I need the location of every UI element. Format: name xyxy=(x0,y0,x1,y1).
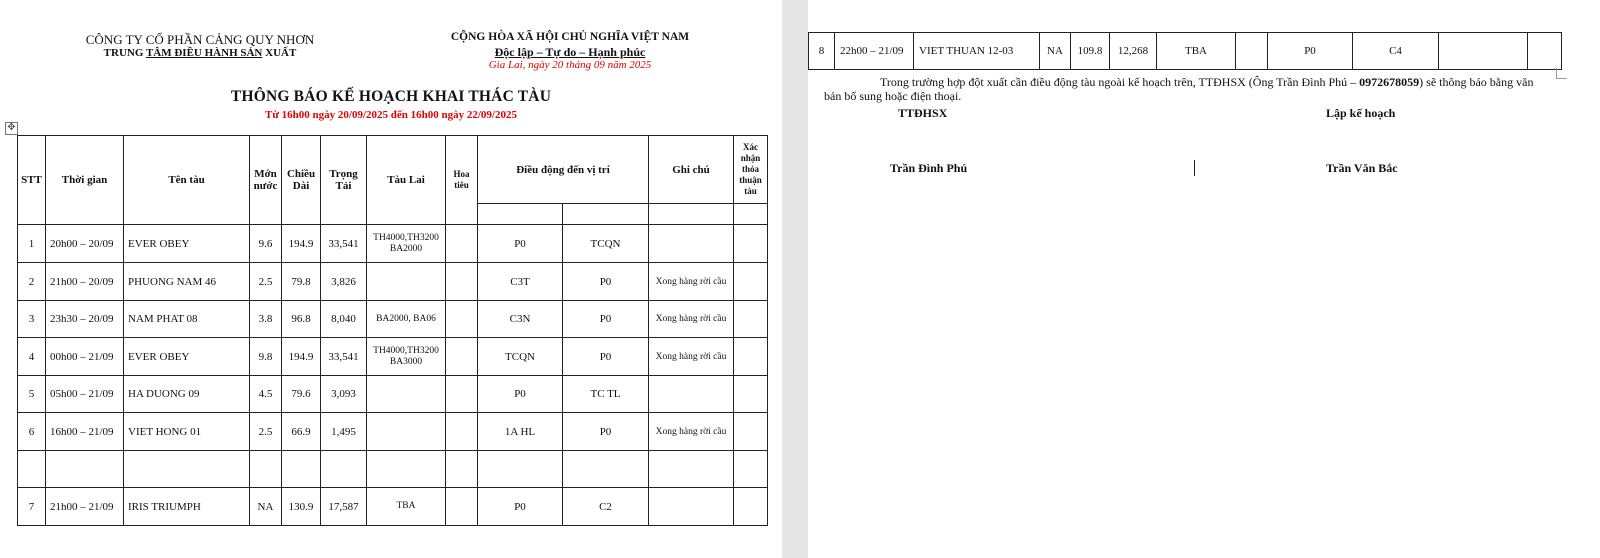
col-header-tonnage: Trọng Tải xyxy=(321,136,367,225)
cell-tonnage xyxy=(321,451,367,488)
cell-tonnage: 8,040 xyxy=(321,301,367,338)
cell-confirm xyxy=(734,301,768,338)
cell-length: 96.8 xyxy=(282,301,321,338)
table-row xyxy=(18,301,768,338)
cell-from: TCQN xyxy=(478,338,563,376)
cell-stt: 8 xyxy=(809,33,835,70)
table-row xyxy=(18,376,768,413)
cell-draft: 2.5 xyxy=(250,413,282,451)
cell-stt xyxy=(18,451,46,488)
company-name: CÔNG TY CỔ PHẦN CẢNG QUY NHƠN xyxy=(85,32,315,47)
cell-note xyxy=(649,451,734,488)
cell-to: C4 xyxy=(1353,33,1439,70)
cell-time: 00h00 – 21/09 xyxy=(46,338,124,376)
cell-stt: 7 xyxy=(18,488,46,526)
cell-note: Xong hàng rời cầu xyxy=(649,301,734,338)
cell-note: Xong hàng rời cầu xyxy=(649,263,734,301)
page-corner-mark xyxy=(1556,68,1567,79)
cell-note: Xong hàng rời cầu xyxy=(649,413,734,451)
cell-tug xyxy=(367,451,446,488)
cell-tonnage: 3,093 xyxy=(321,376,367,413)
table-row xyxy=(18,225,768,263)
cell-from: P0 xyxy=(478,376,563,413)
cell-to: TCQN xyxy=(563,225,649,263)
cell-confirm xyxy=(734,451,768,488)
signature-left-title: TTĐHSX xyxy=(898,106,948,120)
cell-to: P0 xyxy=(563,301,649,338)
cell-draft xyxy=(250,451,282,488)
cell-time: 20h00 – 20/09 xyxy=(46,225,124,263)
cell-to: P0 xyxy=(563,338,649,376)
contact-paragraph-pre: Trong trường hợp đột xuất cần điều động tàu ngoài kế hoạch trên, TTĐHSX (Ông Trần Đình Phú – xyxy=(880,75,1360,89)
col-header-draft: Mớn nước xyxy=(250,136,282,225)
cell-confirm xyxy=(734,413,768,451)
cell-pilot xyxy=(446,413,478,451)
cell-pilot xyxy=(1236,33,1268,70)
document-title: THÔNG BÁO KẾ HOẠCH KHAI THÁC TÀU xyxy=(230,88,552,105)
cell-draft: 3.8 xyxy=(250,301,282,338)
department-name-underlined: TÂM ĐIỀU HÀNH SẢN xyxy=(145,47,263,59)
col-header-time: Thời gian xyxy=(46,136,124,225)
col-header-pilot: Hoa tiêu xyxy=(446,136,478,225)
cell-draft: 9.6 xyxy=(250,225,282,263)
signature-right-name: Trần Văn Bắc xyxy=(1326,161,1398,175)
cell-length: 79.8 xyxy=(282,263,321,301)
cell-confirm xyxy=(734,376,768,413)
table-header-row xyxy=(18,136,768,204)
cell-pilot xyxy=(446,488,478,526)
cell-ship: IRIS TRIUMPH xyxy=(124,488,250,526)
cell-confirm xyxy=(734,488,768,526)
contact-paragraph-post: ) sẽ thông báo bằng văn bản bổ sung hoặc điện thoại. xyxy=(824,75,1534,103)
cell-to: P0 xyxy=(563,263,649,301)
cell-note xyxy=(649,376,734,413)
department-name-pre: TRUNG xyxy=(103,47,146,59)
cell-tonnage: 33,541 xyxy=(321,225,367,263)
col-subheader-note xyxy=(649,204,734,225)
cell-to: TC TL xyxy=(563,376,649,413)
cell-tonnage: 1,495 xyxy=(321,413,367,451)
cell-time: 22h00 – 21/09 xyxy=(835,33,914,70)
cell-tonnage: 33,541 xyxy=(321,338,367,376)
cell-stt: 1 xyxy=(18,225,46,263)
table-move-handle-icon[interactable]: ✥ xyxy=(5,122,18,135)
place-date: Gia Lai, ngày 20 tháng 09 năm 2025 xyxy=(488,59,652,71)
cell-tug: TBA xyxy=(367,488,446,526)
table-row-empty xyxy=(18,451,768,488)
document-page-2 xyxy=(808,0,1600,558)
cell-from: P0 xyxy=(1268,33,1353,70)
cell-note xyxy=(649,488,734,526)
cell-confirm xyxy=(734,263,768,301)
cell-stt: 4 xyxy=(18,338,46,376)
cell-ship: EVER OBEY xyxy=(124,225,250,263)
cell-pilot xyxy=(446,301,478,338)
cell-draft: 9.8 xyxy=(250,338,282,376)
ship-plan-table xyxy=(17,135,768,526)
col-header-note: Ghi chú xyxy=(649,136,734,204)
col-subheader-from xyxy=(478,204,563,225)
cell-tonnage: 17,587 xyxy=(321,488,367,526)
cell-confirm xyxy=(734,338,768,376)
cell-draft: NA xyxy=(250,488,282,526)
cell-ship: HA DUONG 09 xyxy=(124,376,250,413)
cell-from: P0 xyxy=(478,488,563,526)
cell-from: 1A HL xyxy=(478,413,563,451)
department-name-post: XUẤT xyxy=(262,47,297,59)
cell-pilot xyxy=(446,263,478,301)
cell-pilot xyxy=(446,338,478,376)
cell-time: 05h00 – 21/09 xyxy=(46,376,124,413)
cell-from: C3N xyxy=(478,301,563,338)
cell-to: C2 xyxy=(563,488,649,526)
cell-note: Xong hàng rời cầu xyxy=(649,338,734,376)
cell-length: 194.9 xyxy=(282,338,321,376)
cell-ship: VIET THUAN 12-03 xyxy=(914,33,1040,70)
cell-from: P0 xyxy=(478,225,563,263)
cell-time: 23h30 – 20/09 xyxy=(46,301,124,338)
text-cursor xyxy=(1194,160,1195,176)
cell-draft: NA xyxy=(1040,33,1071,70)
cell-length: 66.9 xyxy=(282,413,321,451)
cell-length xyxy=(282,451,321,488)
cell-tonnage: 3,826 xyxy=(321,263,367,301)
cell-draft: 2.5 xyxy=(250,263,282,301)
cell-stt: 3 xyxy=(18,301,46,338)
department-name xyxy=(84,47,316,59)
cell-tug xyxy=(367,376,446,413)
col-header-ship: Tên tàu xyxy=(124,136,250,225)
cell-length: 130.9 xyxy=(282,488,321,526)
contact-phone: 0972678059 xyxy=(1359,75,1420,89)
table-row xyxy=(18,263,768,301)
cell-stt: 6 xyxy=(18,413,46,451)
signature-right-title: Lập kế hoạch xyxy=(1326,106,1396,120)
cell-stt: 2 xyxy=(18,263,46,301)
signature-left-name: Trần Đình Phú xyxy=(890,161,968,175)
cell-ship xyxy=(124,451,250,488)
cell-length: 109.8 xyxy=(1071,33,1110,70)
table-row xyxy=(809,33,1562,70)
document-page-1 xyxy=(0,0,782,558)
cell-length: 194.9 xyxy=(282,225,321,263)
cell-note xyxy=(1439,33,1528,70)
cell-draft: 4.5 xyxy=(250,376,282,413)
cell-note xyxy=(649,225,734,263)
cell-ship: NAM PHAT 08 xyxy=(124,301,250,338)
cell-time: 21h00 – 21/09 xyxy=(46,488,124,526)
cell-tug: TH4000,TH3200 BA3000 xyxy=(367,338,446,376)
cell-length: 79.6 xyxy=(282,376,321,413)
cell-pilot xyxy=(446,376,478,413)
cell-from: C3T xyxy=(478,263,563,301)
col-header-length: Chiều Dài xyxy=(282,136,321,225)
cell-confirm xyxy=(1528,33,1562,70)
cell-ship: PHUONG NAM 46 xyxy=(124,263,250,301)
cell-tonnage: 12,268 xyxy=(1110,33,1157,70)
col-header-tug: Tàu Lai xyxy=(367,136,446,225)
cell-tug: BA2000, BA06 xyxy=(367,301,446,338)
cell-from xyxy=(478,451,563,488)
contact-paragraph xyxy=(824,75,1544,103)
cell-tug xyxy=(367,263,446,301)
cell-time xyxy=(46,451,124,488)
national-motto: Độc lập – Tự do – Hạnh phúc xyxy=(494,45,646,59)
cell-time: 21h00 – 20/09 xyxy=(46,263,124,301)
cell-to: P0 xyxy=(563,413,649,451)
cell-tug: TH4000,TH3200 BA2000 xyxy=(367,225,446,263)
cell-pilot xyxy=(446,451,478,488)
table-row xyxy=(18,413,768,451)
cell-ship: VIET HONG 01 xyxy=(124,413,250,451)
col-header-confirm: Xác nhận thỏa thuận tàu xyxy=(734,136,768,204)
document-subtitle: Từ 16h00 ngày 20/09/2025 đến 16h00 ngày 22/09/2025 xyxy=(264,109,517,121)
table-row xyxy=(18,488,768,526)
cell-time: 16h00 – 21/09 xyxy=(46,413,124,451)
cell-confirm xyxy=(734,225,768,263)
table-row xyxy=(18,338,768,376)
cell-ship: EVER OBEY xyxy=(124,338,250,376)
cell-pilot xyxy=(446,225,478,263)
nation-name: CỘNG HÒA XÃ HỘI CHỦ NGHĨA VIỆT NAM xyxy=(450,31,690,43)
cell-stt: 5 xyxy=(18,376,46,413)
col-header-stt: STT xyxy=(18,136,46,225)
col-subheader-to xyxy=(563,204,649,225)
col-subheader-confirm xyxy=(734,204,768,225)
cell-tug: TBA xyxy=(1157,33,1236,70)
ship-plan-table-continued xyxy=(808,32,1562,70)
cell-to xyxy=(563,451,649,488)
col-header-move: Điều động đến vị trí xyxy=(478,136,649,204)
cell-tug xyxy=(367,413,446,451)
